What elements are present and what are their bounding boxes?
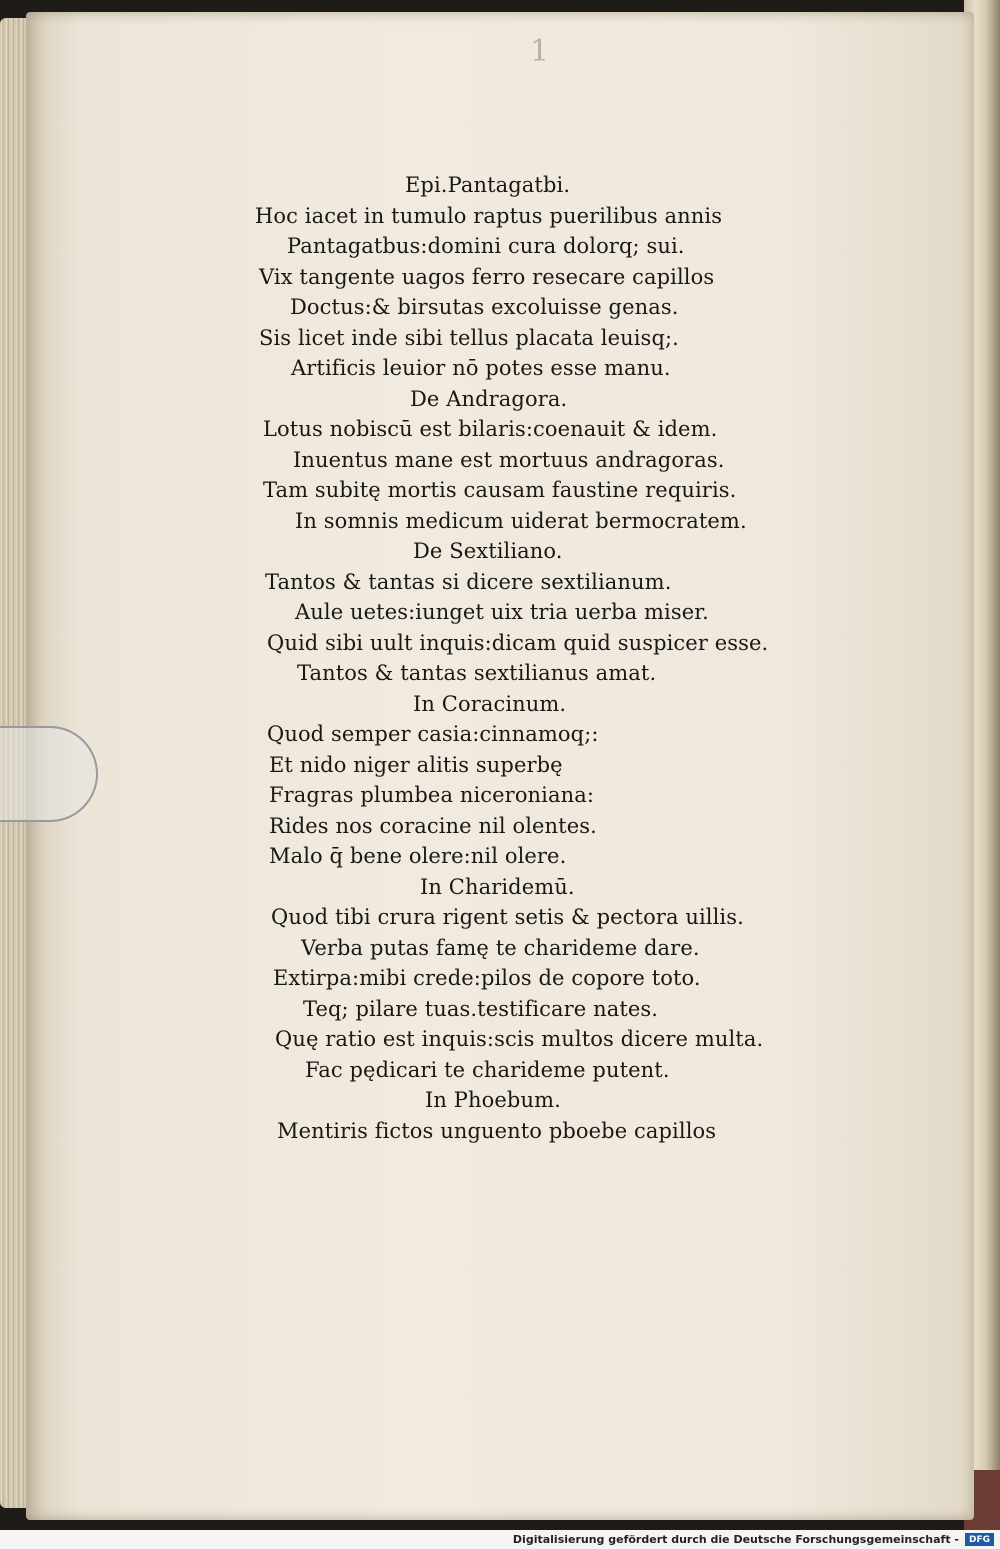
text-line: Tam subitę mortis causam faustine requiris. <box>263 478 737 502</box>
text-line: Doctus:& birsutas excoluisse genas. <box>290 295 679 319</box>
text-line: Quod tibi crura rigent setis & pectora uillis. <box>271 905 744 929</box>
text-line: Quod semper casia:cinnamoq;: <box>267 722 599 746</box>
text-line: Artificis leuior nō potes esse manu. <box>291 356 671 380</box>
text-line: Verba putas famę te charideme dare. <box>301 935 700 960</box>
page-number: 1 <box>530 34 550 69</box>
text-line: Tantos & tantas sextilianus amat. <box>297 661 657 685</box>
dfg-logo: DFG <box>965 1533 994 1546</box>
section-heading: De Sextiliano. <box>413 539 563 563</box>
poem-text-block <box>255 170 815 1146</box>
text-line: Sis licet inde sibi tellus placata leuisq;. <box>259 325 679 350</box>
text-line: Extirpa:mibi crede:pilos de copore toto. <box>273 966 701 990</box>
footer-credit: Digitalisierung gefördert durch die Deutsche Forschungsgemeinschaft - <box>512 1533 959 1546</box>
text-line: Rides nos coracine nil olentes. <box>269 813 597 838</box>
section-heading: In Phoebum. <box>425 1088 561 1112</box>
text-line: Quę ratio est inquis:scis multos dicere multa. <box>275 1027 764 1051</box>
section-heading: De Andragora. <box>410 386 568 411</box>
text-line: Tantos & tantas si dicere sextilianum. <box>265 569 672 594</box>
text-line: Fragras plumbea niceroniana: <box>269 783 595 807</box>
footer-bar <box>0 1530 1000 1549</box>
section-heading: Epi.Pantagatbi. <box>405 173 571 197</box>
text-line: Fac pędicari te charideme putent. <box>305 1057 670 1082</box>
text-line: Mentiris fictos unguento pboebe capillos <box>277 1118 717 1143</box>
text-line: Teq; pilare tuas.testificare nates. <box>303 996 659 1021</box>
text-line: In somnis medicum uiderat bermocratem. <box>295 508 747 533</box>
bookmark-tab <box>0 726 98 822</box>
text-line: Quid sibi uult inquis:dicam quid suspicer esse. <box>267 630 769 655</box>
text-line: Inuentus mane est mortuus andragoras. <box>293 447 725 472</box>
text-line: Lotus nobiscū est bilaris:coenauit & idem. <box>263 417 718 441</box>
text-line: Vix tangente uagos ferro resecare capillos <box>259 264 715 289</box>
text-line: Et nido niger alitis superbę <box>269 752 563 777</box>
section-heading: In Charidemū. <box>420 874 575 899</box>
text-line: Pantagatbus:domini cura dolorq; sui. <box>287 234 685 258</box>
text-line: Malo q̄ bene olere:nil olere. <box>269 844 567 868</box>
text-line: Aule uetes:iunget uix tria uerba miser. <box>295 600 709 624</box>
text-line: Hoc iacet in tumulo raptus puerilibus annis <box>255 203 723 228</box>
section-heading: In Coracinum. <box>413 691 567 716</box>
